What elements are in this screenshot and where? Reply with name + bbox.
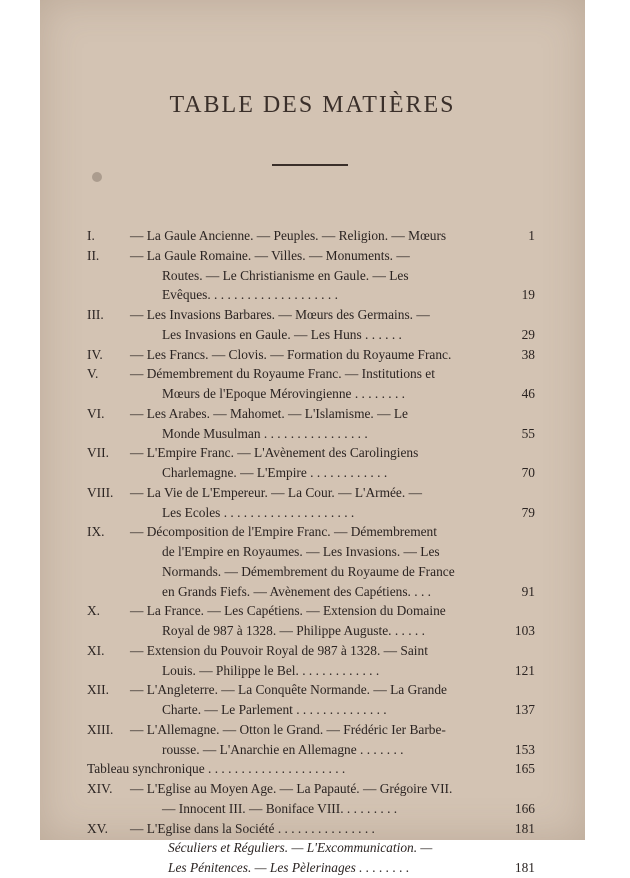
toc-entry-text: — L'Angleterre. — La Conquête Normande. — La Grande — [130, 682, 447, 698]
toc-page-number: 121 — [514, 662, 535, 678]
toc-line — [40, 246, 585, 266]
toc-entry-text: Charte. — Le Parlement . . . . . . . . . . . . . . — [162, 702, 387, 717]
toc-page-number: 137 — [514, 702, 535, 717]
book-page — [40, 0, 585, 875]
toc-line — [40, 345, 585, 365]
toc-line — [40, 858, 585, 878]
toc-page-number: 153 — [514, 741, 535, 757]
toc-chapter-number: XI. — [87, 642, 105, 658]
toc-chapter-number: XII. — [87, 682, 109, 698]
toc-chapter-number: XV. — [87, 820, 108, 836]
toc-line — [40, 325, 585, 345]
toc-entry-text: — Les Francs. — Clovis. — Formation du Royaume Franc. — [130, 346, 452, 362]
toc-line — [40, 503, 585, 523]
toc-line — [40, 226, 585, 246]
toc-entry-text: Louis. — Philippe le Bel. . . . . . . . . . . . . — [162, 662, 380, 678]
toc-page-number: 103 — [514, 623, 535, 638]
toc-entry-text: rousse. — L'Anarchie en Allemagne . . . . . . . — [162, 741, 404, 757]
toc-entry-text: Les Invasions en Gaule. — Les Huns . . . . . . — [162, 326, 402, 342]
toc-line — [40, 404, 585, 424]
toc-page-number: 29 — [521, 326, 535, 342]
toc-entry-text: Les Pénitences. — Les Pèlerinages . . . . . . . . — [168, 860, 410, 875]
table-of-contents — [40, 0, 585, 875]
toc-entry-text: Monde Musulman . . . . . . . . . . . . . . . . — [162, 425, 368, 441]
toc-entry-text: — La France. — Les Capétiens. — Extension du Domaine — [130, 603, 446, 619]
toc-page-number: 165 — [514, 761, 535, 777]
toc-line — [40, 838, 585, 858]
toc-line — [40, 443, 585, 463]
toc-line — [40, 364, 585, 384]
toc-entry-text: en Grands Fiefs. — Avènement des Capétiens. . . . — [162, 583, 431, 599]
toc-entry-text: Charlemagne. — L'Empire . . . . . . . . . . . . — [162, 465, 388, 480]
toc-line — [40, 700, 585, 720]
toc-chapter-number: III. — [87, 307, 104, 322]
toc-entry-text: — L'Eglise au Moyen Age. — La Papauté. — Grégoire VII. — [130, 781, 453, 796]
toc-entry-text: — La Gaule Ancienne. — Peuples. — Religion. — Mœurs — [130, 228, 447, 243]
toc-line — [40, 483, 585, 503]
toc-page-number: 79 — [521, 504, 535, 520]
toc-entry-text: — L'Empire Franc. — L'Avènement des Carolingiens — [130, 445, 419, 461]
toc-entry-text: — La Vie de L'Empereur. — La Cour. — L'Armée. — — [130, 484, 422, 500]
toc-page-number: 166 — [514, 800, 535, 816]
toc-line — [40, 621, 585, 641]
toc-line — [40, 641, 585, 661]
toc-entry-text: de l'Empire en Royaumes. — Les Invasions. — Les — [162, 544, 440, 559]
toc-chapter-number: V. — [87, 366, 99, 382]
toc-entry-text: — Innocent III. — Boniface VIII. . . . . . . . . — [162, 800, 398, 816]
toc-line — [40, 779, 585, 799]
toc-line — [40, 266, 585, 286]
toc-line — [40, 759, 585, 779]
toc-entry-text: Les Ecoles . . . . . . . . . . . . . . . . . . . . — [162, 504, 355, 520]
page-title: TABLE DES MATIÈRES — [169, 92, 456, 118]
toc-line — [40, 424, 585, 444]
toc-entry-text: Séculiers et Réguliers. — L'Excommunication. — — [168, 840, 433, 856]
toc-chapter-number: II. — [87, 247, 100, 263]
toc-chapter-number: XIV. — [87, 781, 113, 796]
toc-entry-text: Royal de 987 à 1328. — Philippe Auguste. . . . . . — [162, 623, 425, 638]
toc-line — [40, 582, 585, 602]
toc-chapter-number: VII. — [87, 445, 109, 461]
toc-entry-text: — Les Invasions Barbares. — Mœurs des Germains. — — [130, 307, 430, 322]
toc-line — [40, 285, 585, 305]
toc-line — [40, 661, 585, 681]
toc-line — [40, 305, 585, 325]
toc-entry-text: — Extension du Pouvoir Royal de 987 à 1328. — Saint — [130, 642, 428, 658]
toc-line — [40, 542, 585, 562]
toc-line — [40, 601, 585, 621]
toc-entry-text: Mœurs de l'Epoque Mérovingienne . . . . . . . . — [162, 386, 406, 401]
toc-chapter-number: VIII. — [87, 484, 114, 500]
toc-page-number: 70 — [521, 465, 535, 480]
toc-line — [40, 799, 585, 819]
toc-chapter-number: I. — [87, 228, 95, 243]
toc-entry-text: — Décomposition de l'Empire Franc. — Démembrement — [130, 524, 437, 540]
toc-line — [40, 680, 585, 700]
toc-entry-text: Normands. — Démembrement du Royaume de France — [162, 563, 455, 579]
toc-entry-text: — Démembrement du Royaume Franc. — Institutions et — [130, 366, 435, 382]
toc-entry-text: — L'Eglise dans la Société . . . . . . . . . . . . . . . — [130, 820, 375, 836]
toc-chapter-number: IX. — [87, 524, 105, 540]
toc-line — [40, 463, 585, 483]
toc-line — [40, 522, 585, 542]
toc-line — [40, 562, 585, 582]
toc-entry-text: — L'Allemagne. — Otton le Grand. — Frédéric Ier Barbe- — [130, 721, 446, 737]
toc-entry-text: Evêques. . . . . . . . . . . . . . . . . . . . — [162, 287, 338, 303]
toc-page-number: 181 — [514, 820, 535, 836]
toc-line — [40, 384, 585, 404]
toc-chapter-number: IV. — [87, 346, 103, 362]
toc-chapter-number: VI. — [87, 405, 105, 421]
toc-line — [40, 740, 585, 760]
toc-page-number: 38 — [521, 346, 535, 362]
toc-page-number: 1 — [528, 228, 535, 243]
toc-chapter-number: X. — [87, 603, 101, 619]
toc-line — [40, 720, 585, 740]
toc-line — [40, 819, 585, 839]
toc-page-number: 181 — [514, 860, 535, 875]
toc-chapter-number: XIII. — [87, 721, 114, 737]
toc-entry-text: — Les Arabes. — Mahomet. — L'Islamisme. — Le — [130, 405, 408, 421]
toc-page-number: 19 — [521, 287, 535, 303]
toc-entry-text: Routes. — Le Christianisme en Gaule. — Les — [162, 267, 409, 283]
toc-page-number: 55 — [521, 425, 535, 441]
toc-entry-text: — La Gaule Romaine. — Villes. — Monuments. — — [130, 247, 410, 263]
toc-page-number: 46 — [521, 386, 535, 401]
toc-entry-text: Tableau synchronique . . . . . . . . . . . . . . . . . . . . . — [87, 761, 346, 777]
toc-page-number: 91 — [521, 583, 535, 599]
